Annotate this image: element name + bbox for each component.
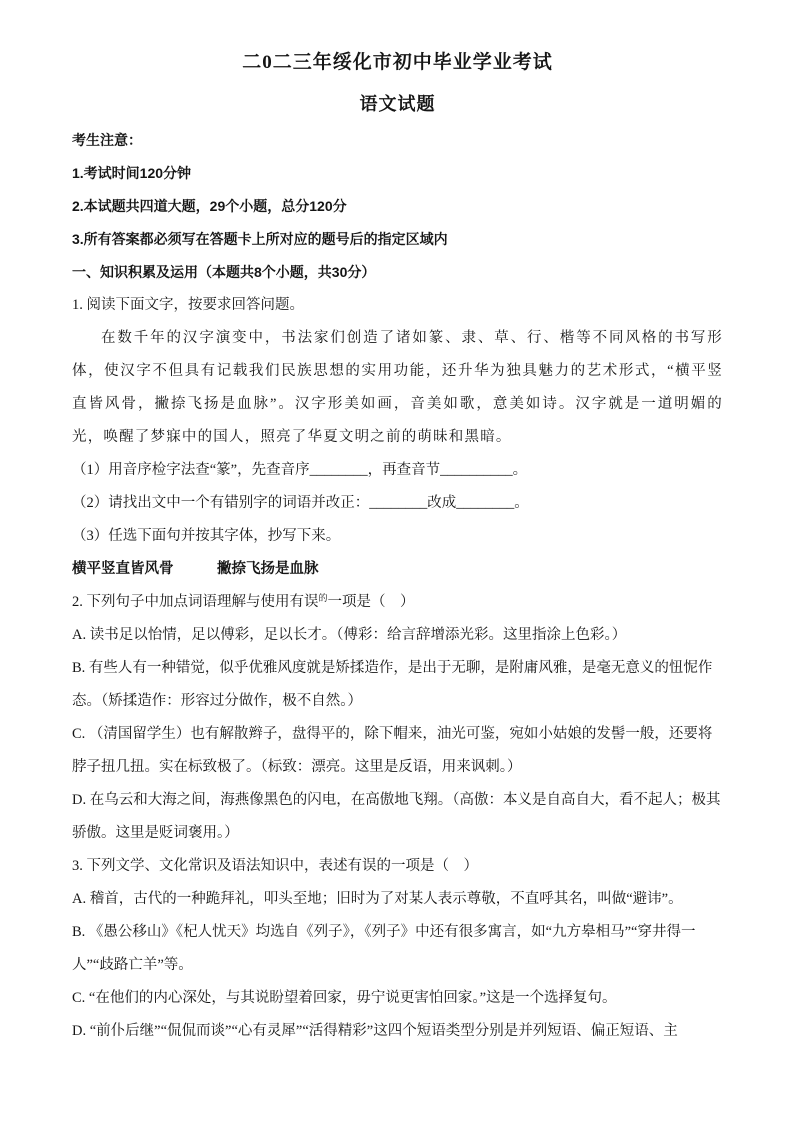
q2-stem-after: 一项是（ ） xyxy=(327,594,415,610)
q3-option-a: A. 稽首，古代的一种跪拜礼，叩头至地；旧时为了对某人表示尊敬，不直呼其名，叫做“避讳”。 xyxy=(72,891,683,907)
notice-heading: 考生注意： xyxy=(72,132,142,148)
q2-option-b: B. 有些人有一种错觉，似乎优雅风度就是矫揉造作，是出于无聊，是附庸风雅，是毫无意义的忸怩作态。（矫揉造作：形容过分做作，极不自然。） xyxy=(72,660,713,709)
q3-option-c: C. “在他们的内心深处，与其说盼望着回家，毋宁说更害怕回家。”这是一个选择复句。 xyxy=(72,990,617,1006)
q3-option-d: D. “前仆后继”“侃侃而谈”“心有灵犀”“活得精彩”这四个短语类型分别是并列短语、偏正短语、主 xyxy=(72,1023,678,1039)
q1-passage: 在数千年的汉字演变中，书法家们创造了诸如篆、隶、草、行、楷等不同风格的书写形体，使汉字不但具有记载我们民族思想的实用功能，还升华为独具魅力的艺术形式，“横平竖直皆风骨，撇捺飞扬是血脉”。汉字形美如画，音美如歌，意美如诗。汉字就是一道明媚的光，唤醒了梦寐中的国人，照亮了华夏文明之前的萌昧和黑暗。 xyxy=(72,330,723,445)
notice-item-2: 2.本试题共四道大题，29个小题，总分120分 xyxy=(72,198,347,214)
notice-item-1: 1.考试时间120分钟 xyxy=(72,165,192,181)
q2-option-d: D. 在乌云和大海之间，海燕像黑色的闪电，在高傲地飞翔。（高傲：本义是自高自大，看不起人；极其骄傲。这里是贬词褒用。） xyxy=(72,792,721,841)
q2-option-a: A. 读书足以怡情，足以傅彩，足以长才。（傅彩：给言辞增添光彩。这里指涂上色彩。） xyxy=(72,627,627,643)
q1-sub-1: （1）用音序检字法查“篆”，先查音序________，再查音节__________。 xyxy=(72,462,528,478)
q1-stem: 1. 阅读下面文字，按要求回答问题。 xyxy=(72,297,304,313)
q3-stem: 3. 下列文学、文化常识及语法知识中，表述有误的一项是（ ） xyxy=(72,858,478,874)
section1-heading: 一、知识积累及运用（本题共8个小题，共30分） xyxy=(72,264,376,280)
page-subtitle: 语文试题 xyxy=(359,94,436,114)
q1-copy-line xyxy=(72,553,723,586)
q3-option-b: B. 《愚公移山》《杞人忧天》均选自《列子》，《列子》中还有很多寓言，如“九方皋相马”“穿井得一人”“歧路亡羊”等。 xyxy=(72,924,696,973)
notice-item-3: 3.所有答案都必须写在答题卡上所对应的题号后的指定区域内 xyxy=(72,231,448,247)
q1-sub-3: （3）任选下面句并按其字体，抄写下来。 xyxy=(72,528,341,544)
q2-option-c: C. （清国留学生）也有解散辫子，盘得平的，除下帽来，油光可鉴，宛如小姑娘的发髻一般，还要将脖子扭几扭。实在标致极了。（标致：漂亮。这里是反语，用来讽刺。） xyxy=(72,726,713,775)
q1-copy-left: 横平竖直皆风骨 xyxy=(72,561,174,577)
q2-stem: 2. 下列句子中加点词语理解与使用有误的一项是（ ） xyxy=(72,593,415,610)
q1-copy-right: 撇捺飞扬是血脉 xyxy=(217,561,319,577)
page-title: 二0二三年绥化市初中毕业学业考试 xyxy=(242,52,553,73)
q2-stem-before: 2. 下列句子中加点词语理解与使用有误 xyxy=(72,594,319,610)
q1-sub-2: （2）请找出文中一个有错别字的词语并改正：________改成________。 xyxy=(72,495,529,511)
